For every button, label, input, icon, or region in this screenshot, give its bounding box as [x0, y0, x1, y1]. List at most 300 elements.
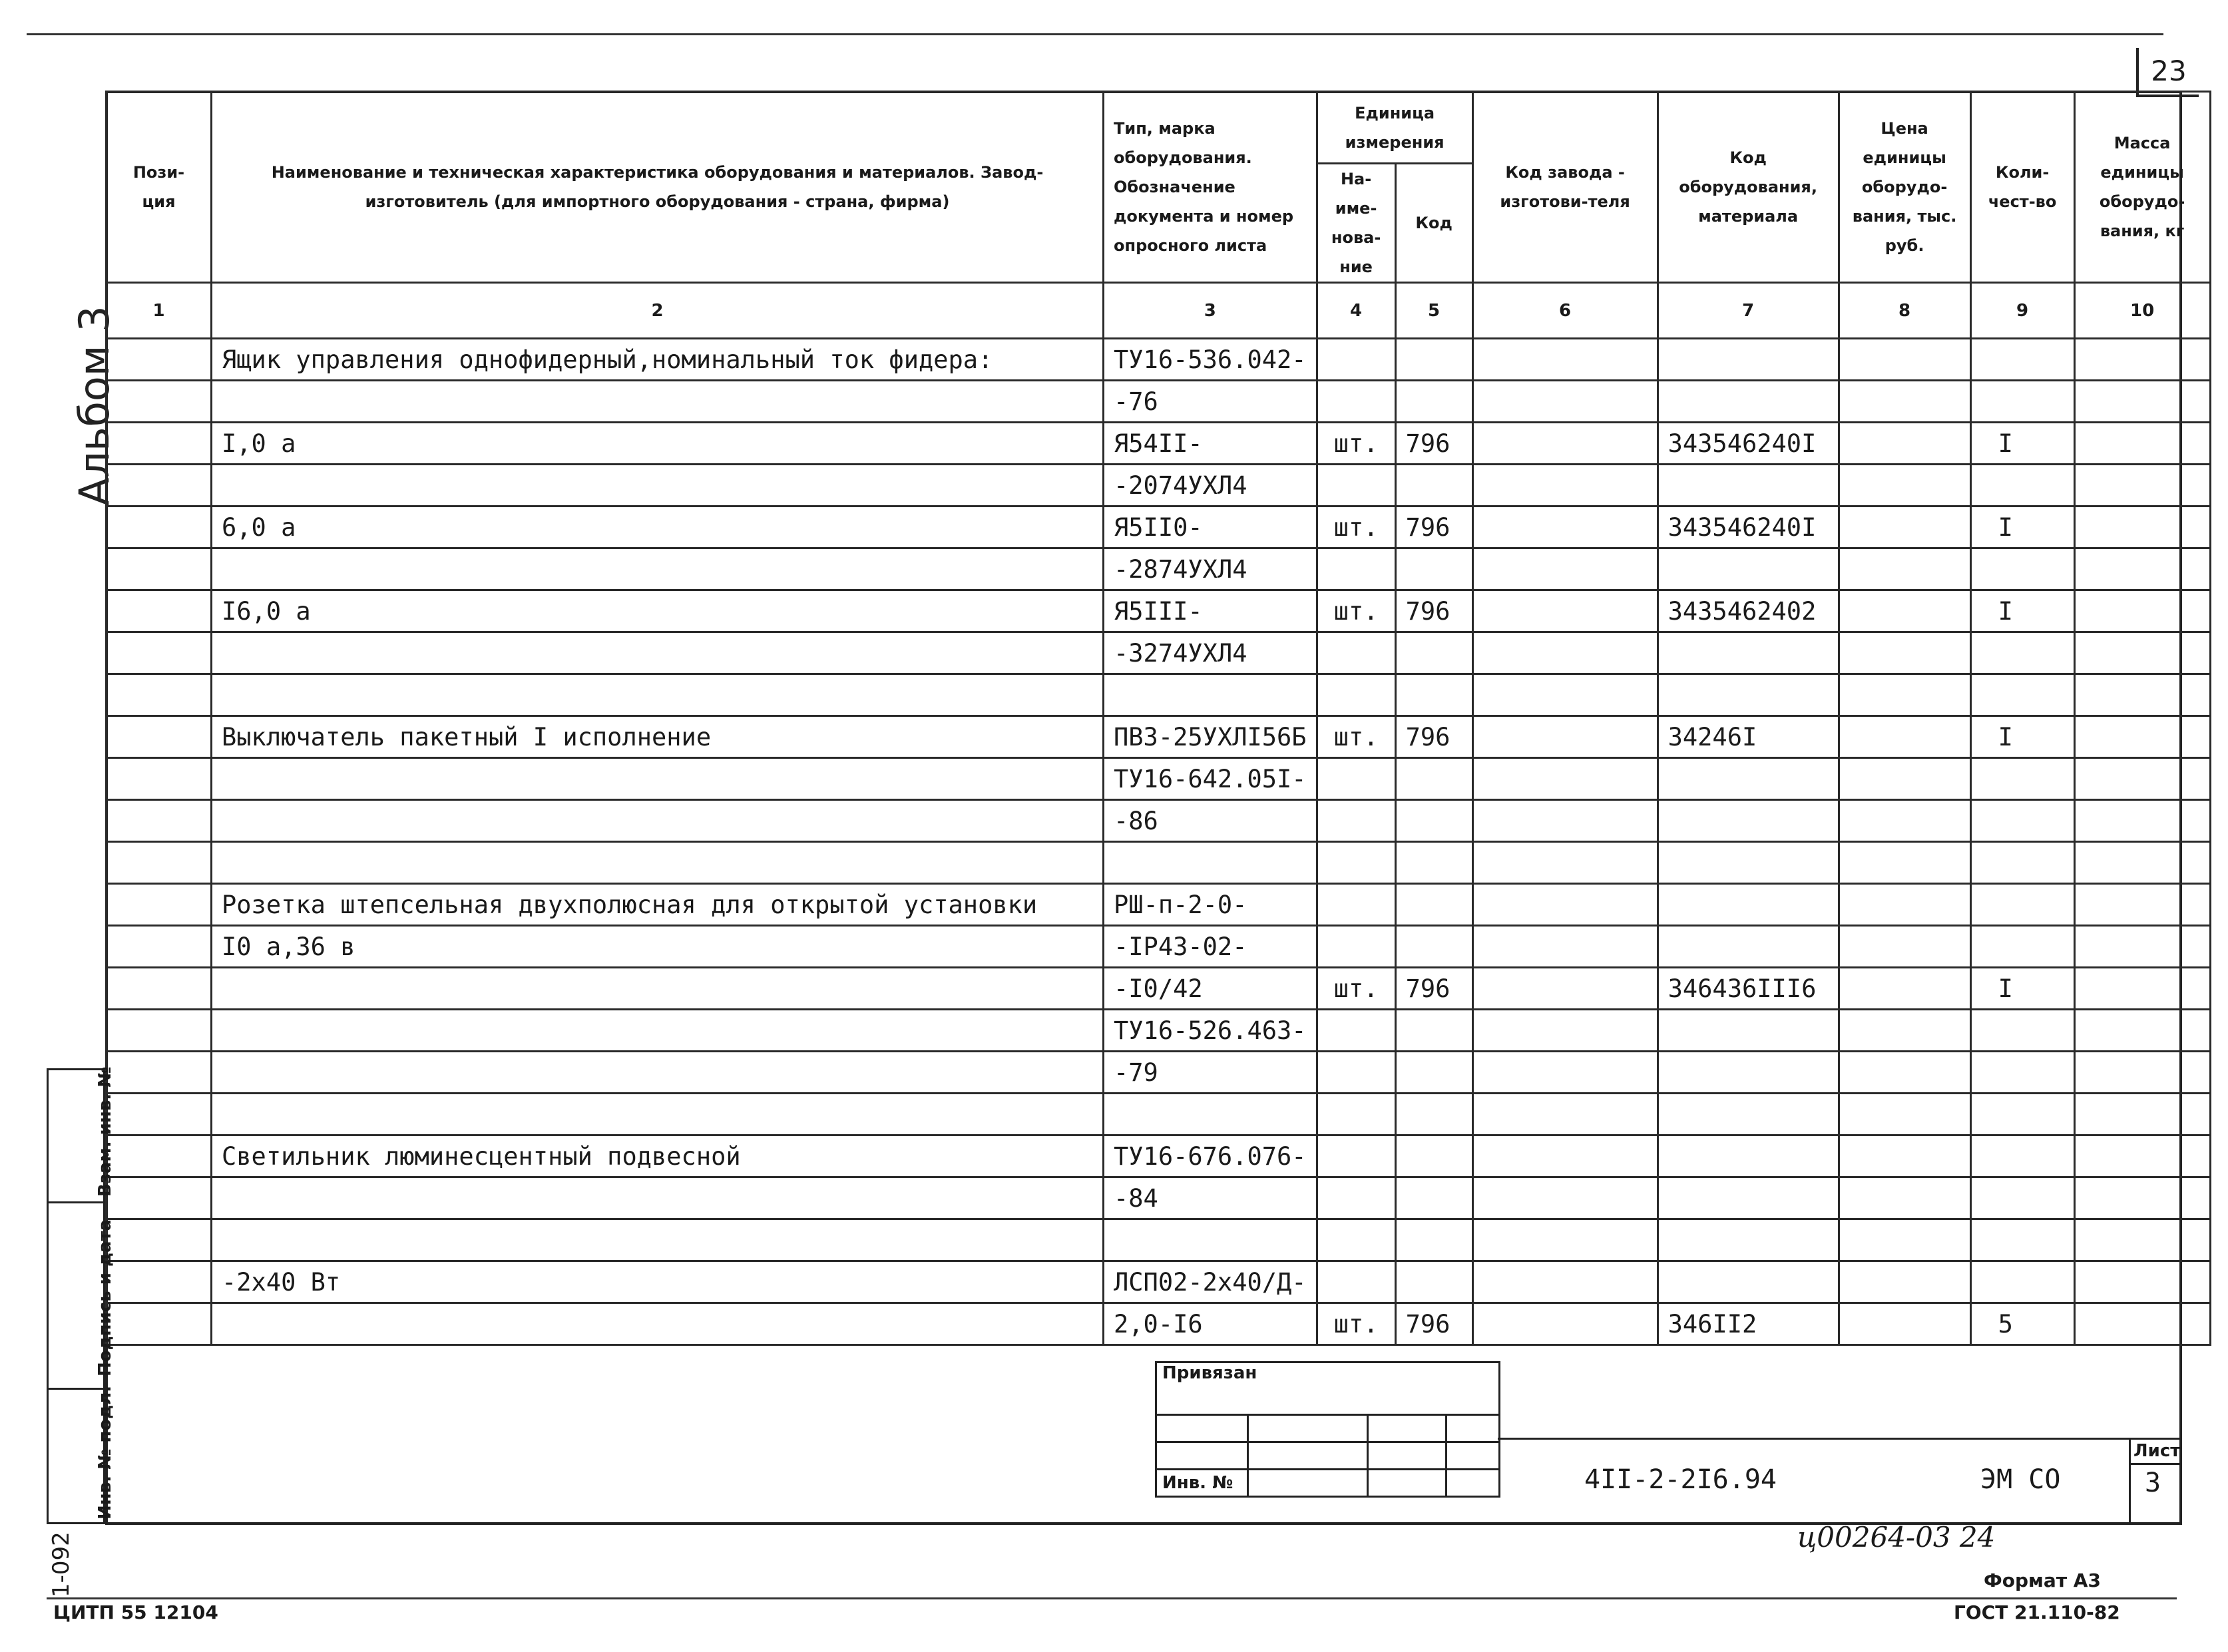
- header-position: Пози- ция: [107, 92, 212, 283]
- table-row: [107, 884, 2211, 926]
- cell-pos: [107, 1303, 212, 1345]
- cell-price: [1839, 800, 1970, 842]
- cell-qty: [1970, 1094, 2074, 1136]
- cell-code: 796: [1395, 716, 1472, 758]
- table-row: [107, 926, 2211, 968]
- cell-plant: [1472, 1219, 1658, 1261]
- cell-price: [1839, 465, 1970, 507]
- cell-code: [1395, 1052, 1472, 1094]
- cell-mass: [2074, 674, 2210, 716]
- cell-qty: [1970, 1261, 2074, 1303]
- cell-mass: [2074, 968, 2210, 1010]
- cell-name: Розетка штепсельная двухполюсная для открытой установки: [212, 884, 1104, 926]
- cell-code: [1395, 339, 1472, 381]
- cell-price: [1839, 507, 1970, 548]
- header-equip-code: Код оборудования, материала: [1658, 92, 1839, 283]
- cell-equip: [1658, 1177, 1839, 1219]
- cell-unit: шт.: [1317, 968, 1395, 1010]
- gost-label: ГОСТ 21.110-82: [1954, 1601, 2120, 1623]
- table-row: [107, 423, 2211, 465]
- cell-price: [1839, 1219, 1970, 1261]
- cell-name: [212, 632, 1104, 674]
- cell-pos: [107, 1010, 212, 1052]
- cell-qty: [1970, 674, 2074, 716]
- table-row: [107, 381, 2211, 423]
- cell-name: [212, 1052, 1104, 1094]
- cell-unit: [1317, 548, 1395, 590]
- cell-pos: [107, 339, 212, 381]
- cell-type: ТУ16-526.463-: [1104, 1010, 1317, 1052]
- inv-no-label: Инв. №: [1156, 1470, 1248, 1497]
- cell-price: [1839, 590, 1970, 632]
- document-code: 4II-2-2I6.94: [1584, 1464, 1777, 1495]
- cell-unit: [1317, 465, 1395, 507]
- cell-price: [1839, 884, 1970, 926]
- cell-code: [1395, 465, 1472, 507]
- cell-pos: [107, 1094, 212, 1136]
- cell-price: [1839, 716, 1970, 758]
- column-number: 10: [2074, 283, 2210, 339]
- cell-code: [1395, 758, 1472, 800]
- bottom-border-line: [47, 1597, 2177, 1599]
- cell-price: [1839, 381, 1970, 423]
- cell-price: [1839, 1136, 1970, 1177]
- column-number: 2: [212, 283, 1104, 339]
- cell-plant: [1472, 1177, 1658, 1219]
- cell-code: [1395, 1010, 1472, 1052]
- cell-type: ТУ16-536.042-: [1104, 339, 1317, 381]
- cell-qty: I: [1970, 968, 2074, 1010]
- cell-qty: [1970, 1136, 2074, 1177]
- column-number: 3: [1104, 283, 1317, 339]
- cell-name: [212, 968, 1104, 1010]
- header-plant-code: Код завода - изготови-теля: [1472, 92, 1658, 283]
- cell-qty: [1970, 1219, 2074, 1261]
- cell-code: 796: [1395, 1303, 1472, 1345]
- header-unit-name: На-име-нова-ние: [1317, 164, 1395, 283]
- cell-qty: I: [1970, 590, 2074, 632]
- cell-plant: [1472, 507, 1658, 548]
- cell-qty: [1970, 548, 2074, 590]
- cell-mass: [2074, 1261, 2210, 1303]
- cell-plant: [1472, 842, 1658, 884]
- table-row: [107, 632, 2211, 674]
- cell-mass: [2074, 423, 2210, 465]
- cell-pos: [107, 1136, 212, 1177]
- cell-price: [1839, 632, 1970, 674]
- cipt-code: ЦИТП 55 12104: [53, 1601, 218, 1623]
- cell-equip: [1658, 465, 1839, 507]
- cell-unit: [1317, 1261, 1395, 1303]
- cell-price: [1839, 1303, 1970, 1345]
- cell-type: -3274УХЛ4: [1104, 632, 1317, 674]
- cell-type: -76: [1104, 381, 1317, 423]
- table-row: [107, 758, 2211, 800]
- cell-type: -86: [1104, 800, 1317, 842]
- header-mass: Масса единицы оборудо-вания, кг: [2074, 92, 2210, 283]
- cell-price: [1839, 758, 1970, 800]
- table-row: [107, 1177, 2211, 1219]
- cell-mass: [2074, 1136, 2210, 1177]
- cell-qty: [1970, 884, 2074, 926]
- cell-name: Светильник люминесцентный подвесной: [212, 1136, 1104, 1177]
- cell-unit: шт.: [1317, 590, 1395, 632]
- cell-mass: [2074, 632, 2210, 674]
- cell-name: [212, 381, 1104, 423]
- cell-pos: [107, 507, 212, 548]
- cell-pos: [107, 1052, 212, 1094]
- cell-type: ТУ16-676.076-: [1104, 1136, 1317, 1177]
- cell-name: [212, 548, 1104, 590]
- cell-pos: [107, 884, 212, 926]
- cell-equip: [1658, 1094, 1839, 1136]
- table-row: [107, 842, 2211, 884]
- cell-code: [1395, 1136, 1472, 1177]
- cell-mass: [2074, 842, 2210, 884]
- cell-mass: [2074, 716, 2210, 758]
- column-number: 1: [107, 283, 212, 339]
- stamp-inv-label: Инв. № подл.: [95, 1385, 115, 1520]
- cell-equip: [1658, 842, 1839, 884]
- column-number: 7: [1658, 283, 1839, 339]
- cell-plant: [1472, 884, 1658, 926]
- cell-price: [1839, 674, 1970, 716]
- cell-code: [1395, 381, 1472, 423]
- table-row: [107, 968, 2211, 1010]
- title-block-privyazan: [1155, 1361, 1500, 1498]
- cell-plant: [1472, 926, 1658, 968]
- cell-plant: [1472, 465, 1658, 507]
- cell-name: Ящик управления однофидерный,номинальный ток фидера:: [212, 339, 1104, 381]
- cell-pos: [107, 842, 212, 884]
- format-label: Формат А3: [1984, 1569, 2101, 1591]
- cell-plant: [1472, 1052, 1658, 1094]
- cell-type: Я5III-: [1104, 590, 1317, 632]
- cell-mass: [2074, 1177, 2210, 1219]
- cell-plant: [1472, 339, 1658, 381]
- cell-plant: [1472, 548, 1658, 590]
- cell-plant: [1472, 381, 1658, 423]
- left-approval-stamp: [47, 1066, 115, 1524]
- cell-mass: [2074, 381, 2210, 423]
- cell-price: [1839, 548, 1970, 590]
- cell-plant: [1472, 632, 1658, 674]
- column-number: 8: [1839, 283, 1970, 339]
- column-number: 9: [1970, 283, 2074, 339]
- cell-qty: [1970, 926, 2074, 968]
- cell-pos: [107, 465, 212, 507]
- cell-qty: [1970, 1052, 2074, 1094]
- cell-plant: [1472, 758, 1658, 800]
- cell-equip: [1658, 1219, 1839, 1261]
- cell-name: 6,0 а: [212, 507, 1104, 548]
- cell-price: [1839, 423, 1970, 465]
- cell-type: РШ-п-2-0-: [1104, 884, 1317, 926]
- cell-unit: шт.: [1317, 1303, 1395, 1345]
- cell-pos: [107, 800, 212, 842]
- cell-price: [1839, 1010, 1970, 1052]
- cell-unit: [1317, 884, 1395, 926]
- cell-equip: [1658, 339, 1839, 381]
- cell-unit: [1317, 632, 1395, 674]
- cell-unit: [1317, 1094, 1395, 1136]
- cell-equip: [1658, 381, 1839, 423]
- cell-equip: 343546240I: [1658, 423, 1839, 465]
- specification-body: [107, 339, 2211, 1345]
- cell-name: [212, 842, 1104, 884]
- cell-equip: [1658, 632, 1839, 674]
- cell-name: Выключатель пакетный I исполнение: [212, 716, 1104, 758]
- cell-mass: [2074, 507, 2210, 548]
- cell-code: [1395, 548, 1472, 590]
- cell-plant: [1472, 1303, 1658, 1345]
- table-row: [107, 590, 2211, 632]
- cell-pos: [107, 758, 212, 800]
- cell-pos: [107, 1219, 212, 1261]
- cell-code: 796: [1395, 423, 1472, 465]
- cell-name: [212, 674, 1104, 716]
- cell-name: I6,0 а: [212, 590, 1104, 632]
- cell-pos: [107, 1261, 212, 1303]
- column-number: 5: [1395, 283, 1472, 339]
- cell-type: Я5II0-: [1104, 507, 1317, 548]
- table-row: [107, 800, 2211, 842]
- table-row: [107, 339, 2211, 381]
- cell-equip: [1658, 800, 1839, 842]
- cell-equip: [1658, 926, 1839, 968]
- table-row: [107, 548, 2211, 590]
- cell-qty: [1970, 1177, 2074, 1219]
- cell-qty: [1970, 842, 2074, 884]
- cell-price: [1839, 1177, 1970, 1219]
- cell-pos: [107, 548, 212, 590]
- sheet-box-divider: [2129, 1463, 2182, 1465]
- column-number: 4: [1317, 283, 1395, 339]
- header-qty: Коли-чест-во: [1970, 92, 2074, 283]
- cell-name: [212, 800, 1104, 842]
- cell-pos: [107, 716, 212, 758]
- cell-qty: I: [1970, 716, 2074, 758]
- cell-code: [1395, 842, 1472, 884]
- header-price: Цена единицы оборудо-вания, тыс. руб.: [1839, 92, 1970, 283]
- cell-qty: [1970, 381, 2074, 423]
- cell-equip: [1658, 758, 1839, 800]
- cell-code: 796: [1395, 590, 1472, 632]
- cell-equip: [1658, 1136, 1839, 1177]
- cell-mass: [2074, 1219, 2210, 1261]
- document-mark: ЭМ СО: [1980, 1464, 2061, 1495]
- cell-name: [212, 1094, 1104, 1136]
- table-row: [107, 1094, 2211, 1136]
- cell-qty: [1970, 465, 2074, 507]
- cell-price: [1839, 926, 1970, 968]
- cell-code: [1395, 1219, 1472, 1261]
- sheet-number: 3: [2145, 1468, 2161, 1498]
- side-code: 1-092: [48, 1532, 75, 1597]
- cell-pos: [107, 674, 212, 716]
- cell-plant: [1472, 1136, 1658, 1177]
- cell-unit: [1317, 1010, 1395, 1052]
- sheet-corner-number: 23: [2136, 48, 2199, 97]
- cell-name: [212, 1303, 1104, 1345]
- cell-unit: [1317, 1177, 1395, 1219]
- cell-mass: [2074, 339, 2210, 381]
- cell-unit: [1317, 381, 1395, 423]
- cell-code: [1395, 632, 1472, 674]
- cell-price: [1839, 1094, 1970, 1136]
- cell-pos: [107, 381, 212, 423]
- cell-code: [1395, 1094, 1472, 1136]
- table-row: [107, 1010, 2211, 1052]
- cell-equip: 3435462402: [1658, 590, 1839, 632]
- cell-name: I0 а,36 в: [212, 926, 1104, 968]
- table-row: [107, 507, 2211, 548]
- header-unit-group: Единица измерения: [1317, 92, 1472, 164]
- cell-qty: 5: [1970, 1303, 2074, 1345]
- cell-name: [212, 1010, 1104, 1052]
- cell-type: -I0/42: [1104, 968, 1317, 1010]
- cell-price: [1839, 968, 1970, 1010]
- cell-equip: 346II2: [1658, 1303, 1839, 1345]
- cell-unit: шт.: [1317, 716, 1395, 758]
- cell-plant: [1472, 1261, 1658, 1303]
- cell-name: I,0 а: [212, 423, 1104, 465]
- cell-equip: 34246I: [1658, 716, 1839, 758]
- cell-code: [1395, 800, 1472, 842]
- cell-name: [212, 1219, 1104, 1261]
- cell-unit: [1317, 1219, 1395, 1261]
- cell-name: [212, 758, 1104, 800]
- cell-equip: [1658, 674, 1839, 716]
- cell-unit: шт.: [1317, 507, 1395, 548]
- cell-price: [1839, 1261, 1970, 1303]
- cell-qty: [1970, 800, 2074, 842]
- column-number-row: [107, 283, 2211, 339]
- cell-mass: [2074, 800, 2210, 842]
- stamp-podpis-label: Подпись и дата: [95, 1219, 115, 1376]
- cell-pos: [107, 1177, 212, 1219]
- cell-code: 796: [1395, 507, 1472, 548]
- cell-equip: [1658, 1010, 1839, 1052]
- cell-unit: [1317, 926, 1395, 968]
- cell-type: [1104, 1094, 1317, 1136]
- table-row: [107, 674, 2211, 716]
- cell-name: -2х40 Вт: [212, 1261, 1104, 1303]
- cell-pos: [107, 926, 212, 968]
- cell-price: [1839, 339, 1970, 381]
- cell-pos: [107, 590, 212, 632]
- cell-type: ТУ16-642.05I-: [1104, 758, 1317, 800]
- cell-unit: [1317, 800, 1395, 842]
- cell-equip: 346436III6: [1658, 968, 1839, 1010]
- column-number: 6: [1472, 283, 1658, 339]
- cell-type: -2074УХЛ4: [1104, 465, 1317, 507]
- cell-qty: [1970, 632, 2074, 674]
- cell-equip: 343546240I: [1658, 507, 1839, 548]
- cell-pos: [107, 968, 212, 1010]
- cell-qty: [1970, 339, 2074, 381]
- sheet-label: Лист: [2133, 1441, 2181, 1461]
- cell-equip: [1658, 884, 1839, 926]
- cell-qty: I: [1970, 423, 2074, 465]
- cell-unit: [1317, 758, 1395, 800]
- cell-equip: [1658, 1261, 1839, 1303]
- cell-pos: [107, 423, 212, 465]
- cell-equip: [1658, 1052, 1839, 1094]
- cell-mass: [2074, 1094, 2210, 1136]
- cell-type: [1104, 674, 1317, 716]
- cell-unit: [1317, 1136, 1395, 1177]
- cell-type: -79: [1104, 1052, 1317, 1094]
- cell-price: [1839, 1052, 1970, 1094]
- cell-qty: I: [1970, 507, 2074, 548]
- table-row: [107, 1136, 2211, 1177]
- cell-plant: [1472, 1094, 1658, 1136]
- cell-code: 796: [1395, 968, 1472, 1010]
- cell-plant: [1472, 1010, 1658, 1052]
- header-unit-code: Код: [1395, 164, 1472, 283]
- cell-unit: шт.: [1317, 423, 1395, 465]
- cell-mass: [2074, 1010, 2210, 1052]
- cell-type: [1104, 842, 1317, 884]
- top-border-line: [27, 33, 2163, 35]
- table-row: [107, 1303, 2211, 1345]
- cell-plant: [1472, 968, 1658, 1010]
- table-row: [107, 716, 2211, 758]
- cell-mass: [2074, 758, 2210, 800]
- cell-equip: [1658, 548, 1839, 590]
- handwritten-code: ц00264-03 24: [1797, 1521, 1996, 1553]
- cell-code: [1395, 1177, 1472, 1219]
- cell-code: [1395, 1261, 1472, 1303]
- cell-plant: [1472, 590, 1658, 632]
- stamp-vzam-label: Взам. инв. №: [95, 1066, 115, 1197]
- table-row: [107, 1219, 2211, 1261]
- cell-code: [1395, 674, 1472, 716]
- cell-plant: [1472, 716, 1658, 758]
- cell-code: [1395, 884, 1472, 926]
- cell-mass: [2074, 884, 2210, 926]
- cell-type: -2874УХЛ4: [1104, 548, 1317, 590]
- cell-plant: [1472, 423, 1658, 465]
- cell-name: [212, 1177, 1104, 1219]
- specification-table: [105, 91, 2211, 1346]
- cell-unit: [1317, 674, 1395, 716]
- cell-mass: [2074, 590, 2210, 632]
- cell-plant: [1472, 674, 1658, 716]
- cell-unit: [1317, 339, 1395, 381]
- table-row: [107, 465, 2211, 507]
- cell-type: -IP43-02-: [1104, 926, 1317, 968]
- cell-price: [1839, 842, 1970, 884]
- cell-qty: [1970, 758, 2074, 800]
- cell-pos: [107, 632, 212, 674]
- cell-type: [1104, 1219, 1317, 1261]
- cell-name: [212, 465, 1104, 507]
- cell-mass: [2074, 1303, 2210, 1345]
- cell-type: ЛСП02-2х40/Д-: [1104, 1261, 1317, 1303]
- cell-unit: [1317, 842, 1395, 884]
- table-row: [107, 1052, 2211, 1094]
- cell-type: ПВ3-25УХЛI56Б: [1104, 716, 1317, 758]
- album-label: Альбом 3: [70, 306, 118, 506]
- cell-code: [1395, 926, 1472, 968]
- cell-mass: [2074, 548, 2210, 590]
- cell-mass: [2074, 926, 2210, 968]
- header-name: Наименование и техническая характеристика оборудования и материалов. Завод-изготовитель (для импортного оборудования - страна, фирма): [212, 92, 1104, 283]
- cell-type: -84: [1104, 1177, 1317, 1219]
- cell-qty: [1970, 1010, 2074, 1052]
